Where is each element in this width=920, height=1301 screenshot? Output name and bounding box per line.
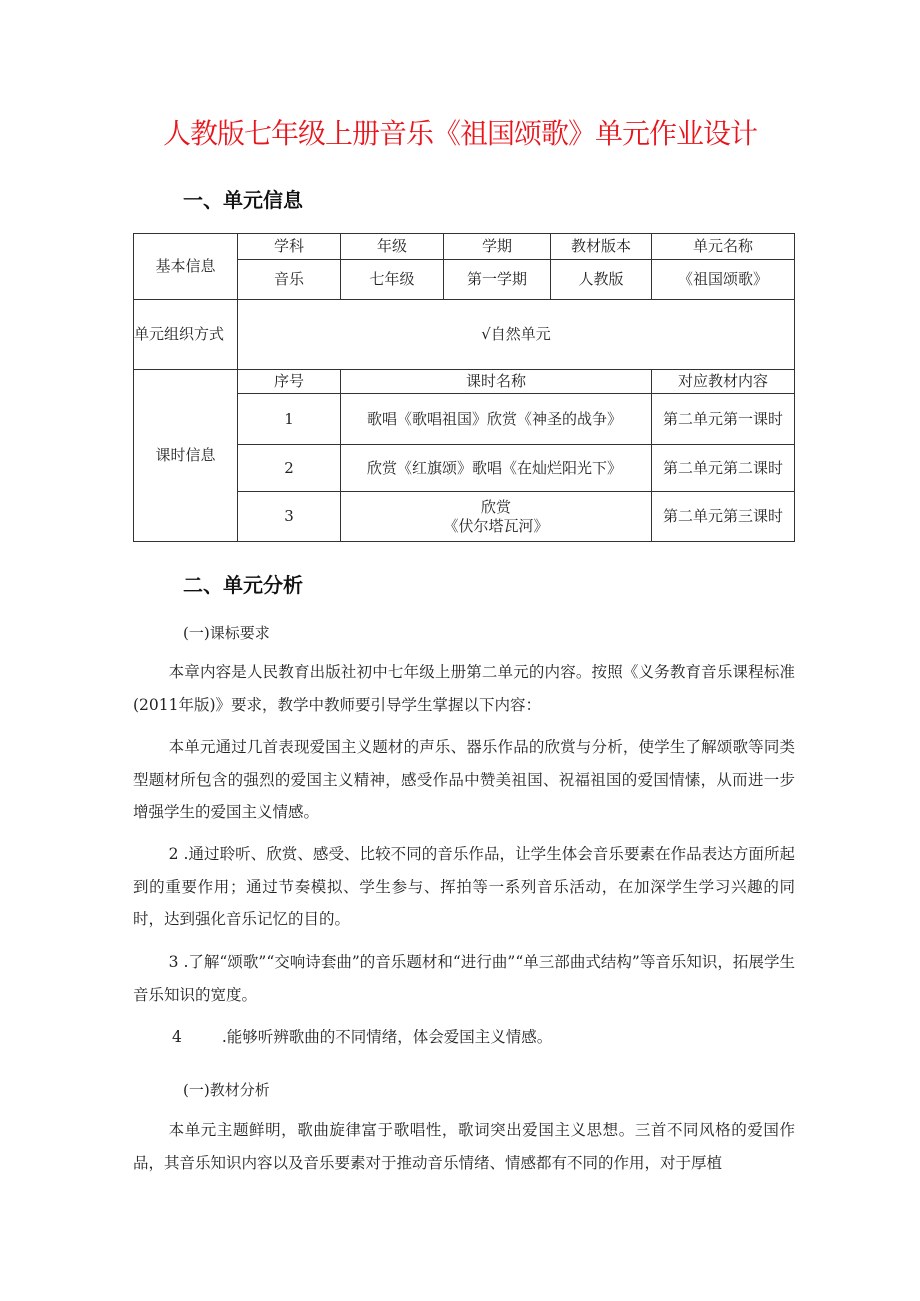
value-unit-name: 《祖国颂歌》 <box>652 260 795 300</box>
lesson-info-label: 课时信息 <box>134 370 238 542</box>
lesson-header-no: 序号 <box>238 370 341 394</box>
lesson-header-name: 课时名称 <box>341 370 652 394</box>
org-method-value: √自然单元 <box>238 300 795 370</box>
paragraph-intro: 本章内容是人民教育出版社初中七年级上册第二单元的内容。按照《义务教育音乐课程标准(2011年版)》要求，教学中教师要引导学生掌握以下内容： <box>133 663 795 714</box>
header-grade: 年级 <box>341 234 444 260</box>
paragraph-material-analysis: 本单元主题鲜明，歌曲旋律富于歌唱性，歌词突出爱国主义思想。三首不同风格的爱国作品，其音乐知识内容以及音乐要素对于推动音乐情绪、情感都有不同的作用，对于厚植 <box>133 1121 795 1172</box>
lesson-no: 3 <box>238 492 341 542</box>
lesson-header-content: 对应教材内容 <box>652 370 795 394</box>
lesson-no: 2 <box>238 445 341 492</box>
value-semester: 第一学期 <box>444 260 551 300</box>
value-grade: 七年级 <box>341 260 444 300</box>
header-subject: 学科 <box>238 234 341 260</box>
section-heading-unit-analysis: 二、单元分析 <box>183 573 303 597</box>
lesson-name: 歌唱《歌唱祖国》欣赏《神圣的战争》 <box>367 409 623 428</box>
lesson-content: 第二单元第一课时 <box>652 394 795 445</box>
goal-4-number: 4 <box>172 1028 182 1046</box>
header-unit-name: 单元名称 <box>652 234 795 260</box>
paragraph-goal-2: 2 .通过聆听、欣赏、感受、比较不同的音乐作品，让学生体会音乐要素在作品表达方面所起到的重要作用；通过节奏模拟、学生参与、挥拍等一系列音乐活动，在加深学生学习兴趣的同时，达到强化音乐记忆的目的。 <box>133 845 795 928</box>
paragraph-goal-4 <box>172 1021 552 1053</box>
lesson-content: 第二单元第二课时 <box>652 445 795 492</box>
lesson-name: 欣赏 《伏尔塔瓦河》 <box>341 492 652 542</box>
subheading-curriculum-requirements: (一)课标要求 <box>183 624 270 642</box>
value-subject: 音乐 <box>238 260 341 300</box>
lesson-name: 欣赏《红旗颂》歌唱《在灿烂阳光下》 <box>367 458 623 477</box>
basic-info-label: 基本信息 <box>134 234 238 300</box>
unit-info-table <box>133 233 795 542</box>
header-semester: 学期 <box>444 234 551 260</box>
org-method-label: 单元组织方式 <box>134 300 238 370</box>
value-edition: 人教版 <box>551 260 652 300</box>
section-heading-unit-info: 一、单元信息 <box>183 188 303 212</box>
header-edition: 教材版本 <box>551 234 652 260</box>
subheading-material-analysis: (一)教材分析 <box>183 1081 270 1099</box>
lesson-content: 第二单元第三课时 <box>652 492 795 542</box>
goal-4-text: .能够听辨歌曲的不同情绪，体会爱国主义情感。 <box>221 1028 553 1046</box>
document-title: 人教版七年级上册音乐《祖国颂歌》单元作业设计 <box>162 117 757 150</box>
paragraph-goal-3: 3 .了解“颂歌”“交响诗套曲”的音乐题材和“进行曲”“单三部曲式结构”等音乐知识，拓展学生音乐知识的宽度。 <box>133 953 795 1004</box>
paragraph-goal-1: 本单元通过几首表现爱国主义题材的声乐、器乐作品的欣赏与分析，使学生了解颂歌等同类型题材所包含的强烈的爱国主义精神，感受作品中赞美祖国、祝福祖国的爱国情愫，从而进一步增强学生的爱国主义情感。 <box>133 738 795 821</box>
lesson-no: 1 <box>238 394 341 445</box>
